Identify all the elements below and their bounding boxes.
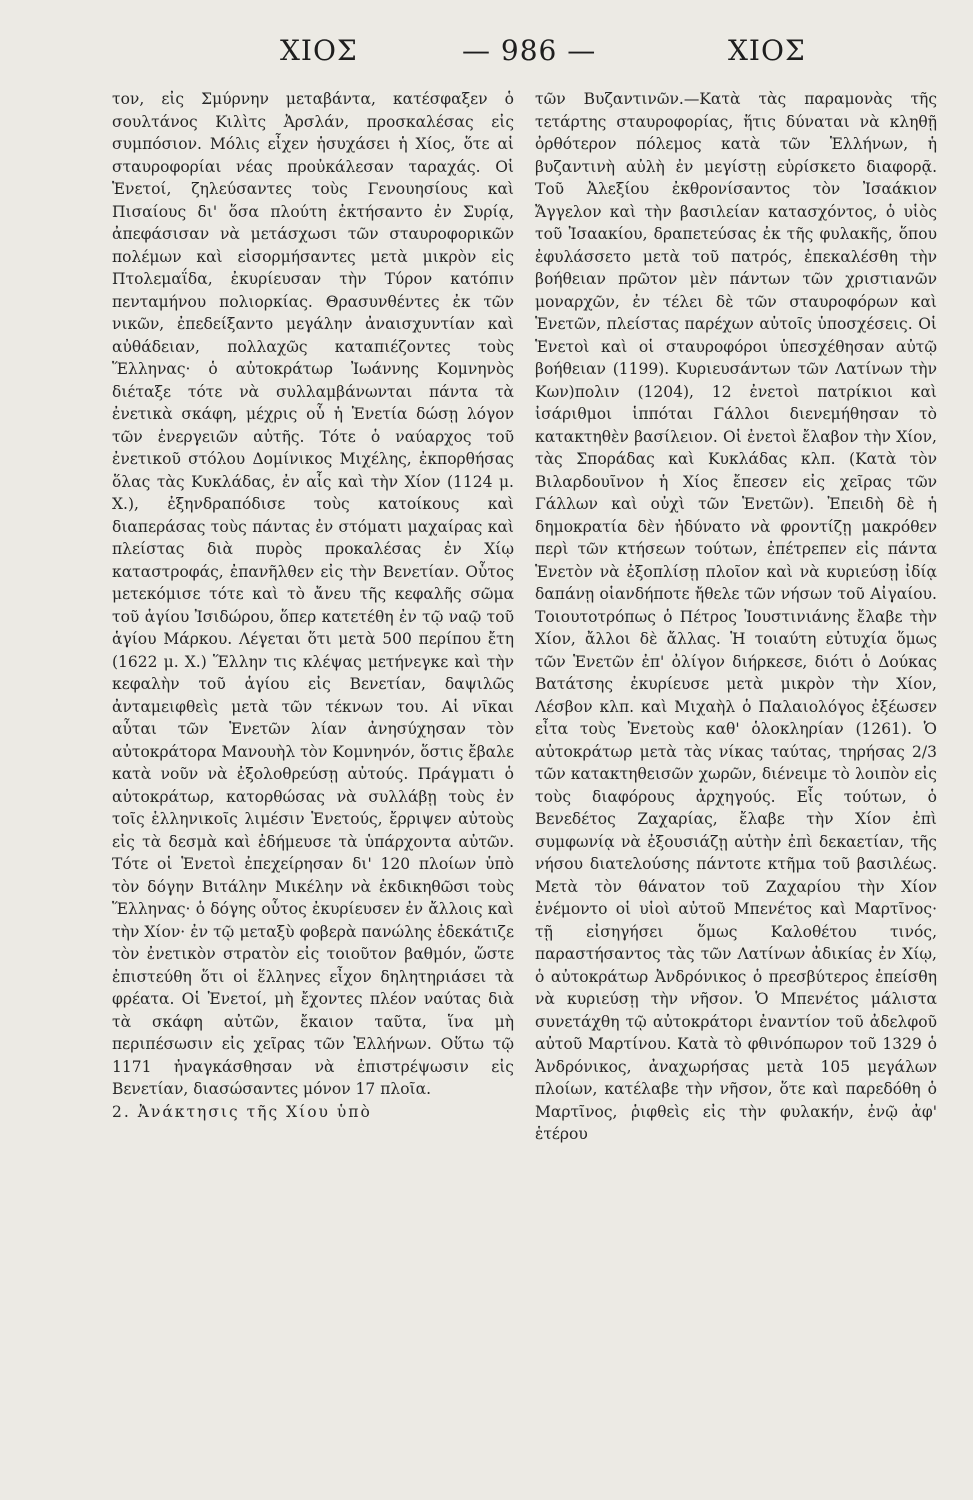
section-heading: 2. Ἀνάκτησις τῆς Χίου ὑπὸ — [112, 1102, 372, 1121]
header-left-title: ΧΙΟΣ — [280, 34, 358, 67]
running-header — [0, 34, 973, 74]
body-paragraph: τον, εἰς Σμύρνην μεταβάντα, κατέσφαξεν ὁ σουλτάνος Κιλὶτς Ἀρσλάν, προσκαλέσας εἰς συμπόσιον. Μόλις εἶχεν ἡσυχάσει ἡ Χίος, ὅτε αἱ σταυροφορίαι νέας προὐκάλεσαν ταραχάς. Οἱ Ἑνετοί, ζηλεύσαντες τοὺς Γενουησίους καὶ Πισαίους δι' ὅσα πλούτη ἐκτήσαντο ἐν Συρίᾳ, ἀπεφάσισαν νὰ μετάσχωσι τῶν σταυροφορικῶν πολέμων καὶ εἰσορμήσαντες μετὰ μικρὸν εἰς Πτολεμαΐδα, ἐκυρίευσαν τὴν Τύρον κατόπιν πενταμήνου πολιορκίας. Θρασυνθέντες ἐκ τῶν νικῶν, ἐπεδείξαντο μεγάλην ἀναισχυντίαν καὶ αὐθάδειαν, πολλαχῶς καταπιέζοντες τοὺς Ἕλληνας· ὁ αὐτοκράτωρ Ἰωάννης Κομνηνὸς διέταξε τότε νὰ συλλαμβάνωνται πάντα τὰ ἐνετικὰ σκάφη, μέχρις οὗ ἡ Ἑνετία δώσῃ λόγον τῶν ἐνεργειῶν αὐτῆς. Τότε ὁ ναύαρχος τοῦ ἐνετικοῦ στόλου Δομίνικος Μιχέλης, ἐκπορθήσας ὅλας τὰς Κυκλάδας, ἐν αἷς καὶ τὴν Χίον (1124 μ. Χ.), ἐξηνδραπόδισε τοὺς κατοίκους καὶ διαπεράσας τοὺς πάντας ἐν στόματι μαχαίρας καὶ πλείστας διὰ πυρὸς προκαλέσας ἐν Χίῳ καταστροφάς, ἐπανῆλθεν εἰς τὴν Βενετίαν. Οὗτος μετεκόμισε τότε καὶ τὸ ἄνευ τῆς κεφαλῆς σῶμα τοῦ ἁγίου Ἰσιδώρου, ὅπερ κατετέθη ἐν τῷ ναῷ τοῦ ἁγίου Μάρκου. Λέγεται ὅτι μετὰ 500 περίπου ἔτη (1622 μ. Χ.) Ἕλλην τις κλέψας μετήνεγκε καὶ τὴν κεφαλὴν τοῦ ἁγίου εἰς Βενετίαν, δαψιλῶς ἀνταμειφθεὶς μετὰ τῶν τέκνων του. Αἱ νῖκαι αὗται τῶν Ἑνετῶν λίαν ἀνησύχησαν τὸν αὐτοκράτορα Μανουὴλ τὸν Κομνηνόν, ὅστις ἔβαλε κατὰ νοῦν νὰ ἐξολοθρεύσῃ αὐτούς. Πράγματι ὁ αὐτοκράτωρ, κατορθώσας νὰ συλλάβῃ τοὺς ἐν τοῖς ἑλληνικοῖς λιμέσιν Ἑνετούς, ἔρριψεν αὐτοὺς εἰς τὰ δεσμὰ καὶ ἐδήμευσε τὰ ὑπάρχοντα αὐτῶν. Τότε οἱ Ἑνετοὶ ἐπεχείρησαν δι' 120 πλοίων ὑπὸ τὸν δόγην Βιτάλην Μικέλην νὰ ἐκδικηθῶσι τοὺς Ἕλληνας· ὁ δόγης οὗτος ἐκυρίευσεν ἐν ἄλλοις καὶ τὴν Χίον· ἐν τῷ μεταξὺ φοβερὰ πανώλης ἐδεκάτιζε τὸν ἐνετικὸν στρατὸν εἰς τοιοῦτον βαθμόν, ὥστε ἐπιστεύθη ὅτι οἱ ἕλληνες εἶχον δηλητηριάσει τὰ φρέατα. Οἱ Ἑνετοί, μὴ ἔχοντες πλέον ναύτας διὰ τὰ σκάφη αὐτῶν, ἔκαιον ταῦτα, ἵνα μὴ περιπέσωσιν εἰς χεῖρας τῶν Ἑλλήνων. Οὕτω τῷ 1171 ἠναγκάσθησαν νὰ ἐπιστρέψωσιν εἰς Βενετίαν, διασώσαντες μόνον 17 πλοῖα. — [112, 90, 514, 1098]
header-right-title: ΧΙΟΣ — [728, 34, 806, 67]
right-text-column — [535, 88, 937, 1448]
page-number: — 986 — — [462, 34, 597, 67]
left-text-column — [112, 88, 514, 1448]
body-paragraph: τῶν Βυζαντινῶν.—Κατὰ τὰς παραμονὰς τῆς τετάρτης σταυροφορίας, ἥτις δύναται νὰ κληθῇ ὀρθότερον πόλεμος κατὰ τῶν Ἑλλήνων, ἡ βυζαντινὴ αὐλὴ ἐν μεγίστῃ εὑρίσκετο διαφορᾷ. Τοῦ Ἀλεξίου ἐκθρονίσαντος τὸν Ἰσαάκιον Ἄγγελον καὶ τὴν βασιλείαν κατασχόντος, ὁ υἱὸς τοῦ Ἰσαακίου, δραπετεύσας ἐκ τῆς φυλακῆς, ὅπου ἐφυλάσσετο μετὰ τοῦ πατρός, ἐπεκαλέσθη τὴν βοήθειαν πρῶτον μὲν πάντων τῶν χριστιανῶν μοναρχῶν, ἐν τέλει δὲ τῶν σταυροφόρων καὶ Ἑνετῶν, πλείστας παρέχων αὐτοῖς ὑποσχέσεις. Οἱ Ἑνετοὶ καὶ οἱ σταυροφόροι ὑπεσχέθησαν αὐτῷ βοήθειαν (1199). Κυριευσάντων τῶν Λατίνων τὴν Κων)πολιν (1204), 12 ἐνετοὶ πατρίκιοι καὶ ἰσάριθμοι ἱππόται Γάλλοι διενεμήθησαν τὸ κατακτηθὲν βασίλειον. Οἱ ἐνετοὶ ἔλαβον τὴν Χίον, τὰς Σποράδας καὶ Κυκλάδας κλπ. (Κατὰ τὸν Βιλαρδουῖνον ἡ Χίος ἔπεσεν εἰς χεῖρας τῶν Γάλλων καὶ οὐχὶ τῶν Ἑνετῶν). Ἐπειδὴ δὲ ἡ δημοκρατία δὲν ἠδύνατο νὰ φροντίζῃ μακρόθεν περὶ τῶν κτήσεων τούτων, ἐπέτρεπεν εἰς πάντα Ἑνετὸν νὰ ἐξοπλίσῃ πλοῖον καὶ νὰ κυριεύσῃ ἰδίᾳ δαπάνῃ οἱανδήποτε ἤθελε τῶν νήσων τοῦ Αἰγαίου. Τοιουτοτρόπως ὁ Πέτρος Ἰουστινιάνης ἔλαβε τὴν Χίον, ἄλλοι δὲ ἄλλας. Ἡ τοιαύτη εὐτυχία ὅμως τῶν Ἑνετῶν ἐπ' ὀλίγον διήρκεσε, διότι ὁ Δούκας Βατάτσης ἐκυρίευσε μετὰ μικρὸν τὴν Χίον, Λέσβον κλπ. καὶ Μιχαὴλ ὁ Παλαιολόγος ἐξέωσεν εἶτα τοὺς Ἑνετοὺς καθ' ὁλοκληρίαν (1261). Ὁ αὐτοκράτωρ μετὰ τὰς νίκας ταύτας, τηρήσας 2/3 τῶν κατακτηθεισῶν χωρῶν, διένειμε τὸ λοιπὸν εἰς τοὺς διαφόρους ἀρχηγούς. Εἷς τούτων, ὁ Βενεδέτος Ζαχαρίας, ἔλαβε τὴν Χίον ἐπὶ συμφωνίᾳ νὰ ἐξουσιάζῃ αὐτὴν ἐπὶ δεκαετίαν, τῆς νήσου διατελούσης πάντοτε κτῆμα τοῦ βασιλέως. Μετὰ τὸν θάνατον τοῦ Ζαχαρίου τὴν Χίον ἐνέμοντο οἱ υἱοὶ αὐτοῦ Μπενέτος καὶ Μαρτῖνος· τῇ εἰσηγήσει ὅμως Καλοθέτου τινός, παραστήσαντος τὰς τῶν Λατίνων ἀδικίας ἐν Χίῳ, ὁ αὐτοκράτωρ Ἀνδρόνικος ὁ πρεσβύτερος ἐπείσθη νὰ κυριεύσῃ τὴν νῆσον. Ὁ Μπενέτος μάλιστα συνετάχθη τῷ αὐτοκράτορι ἐναντίον τοῦ ἀδελφοῦ αὐτοῦ Μαρτίνου. Κατὰ τὸ φθινόπωρον τοῦ 1329 ὁ Ἀνδρόνικος, ἀναχωρήσας μετὰ 105 μεγάλων πλοίων, κατέλαβε τὴν νῆσον, ὅτε καὶ παρεδόθη ὁ Μαρτῖνος, ῥιφθεὶς εἰς τὴν φυλακήν, ἐνῷ ἀφ' ἑτέρου — [535, 90, 937, 1143]
